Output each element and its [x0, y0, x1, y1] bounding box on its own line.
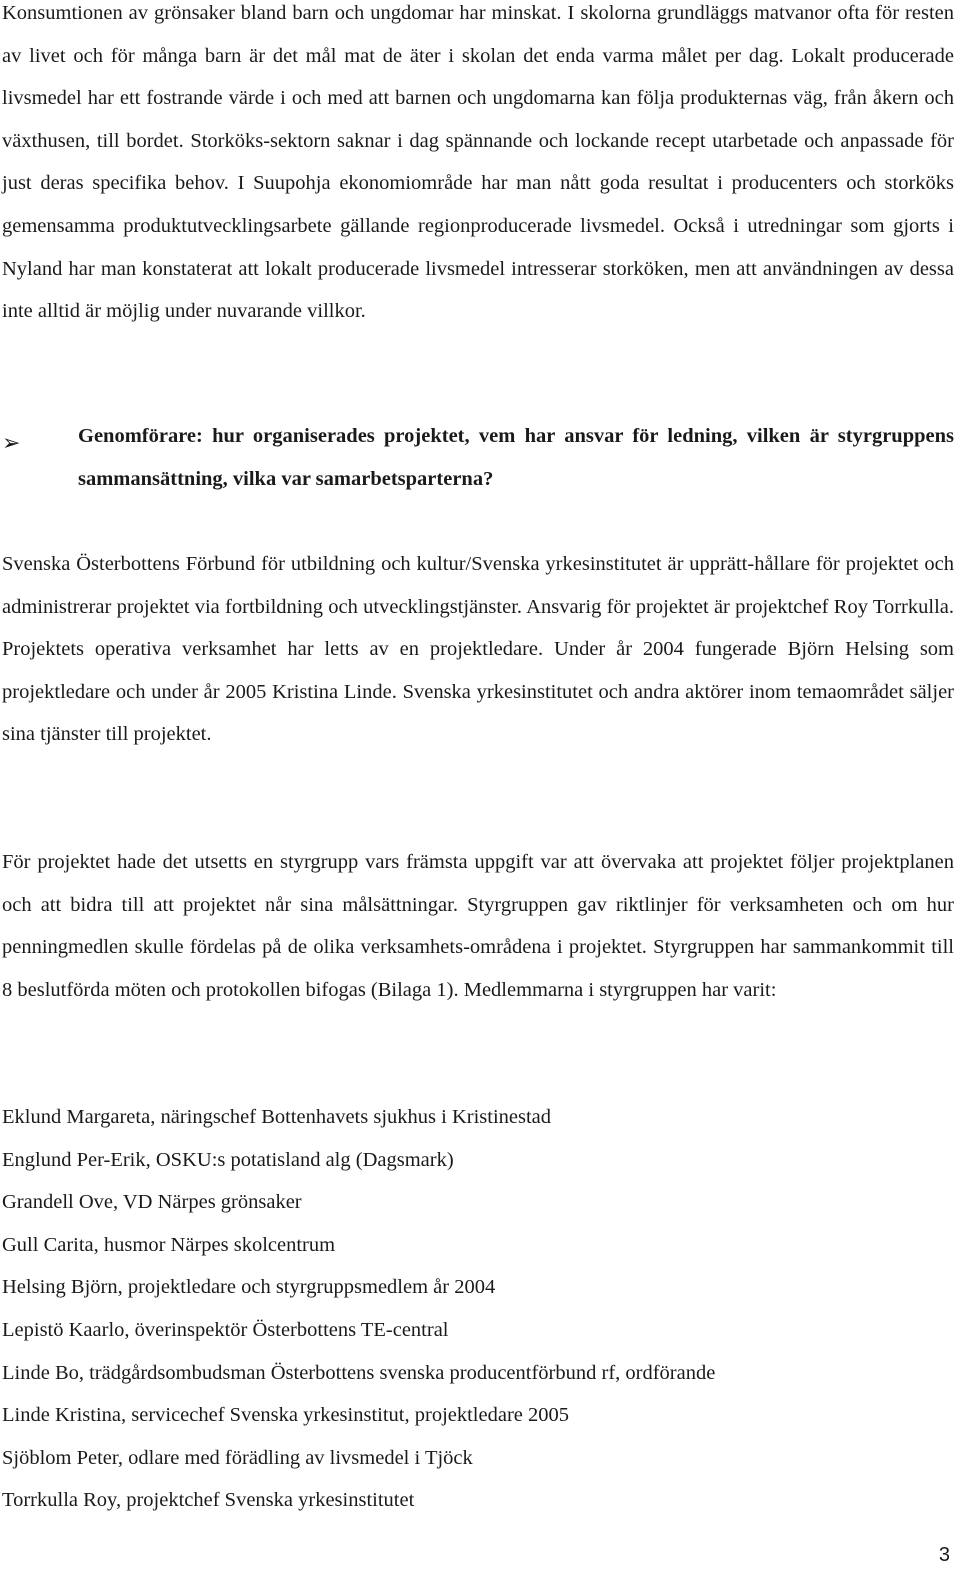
- list-item: Grandell Ove, VD Närpes grönsaker: [2, 1191, 302, 1214]
- steering-group-paragraph: För projektet hade det utsetts en styrgrupp vars främsta uppgift var att övervaka att projektet följer projektplanen och att bidra till att projektet når sina målsättningar. Styrgruppen gav riktlinjer för verksamheten och om hur penningmedlen skulle fördelas på de olika verksamhets-områdena i projektet. Styrgruppen har sammankommit till 8 beslutförda möten och protokollen bifogas (Bilaga 1). Medlemmarna i styrgruppen har varit:: [2, 851, 954, 1001]
- list-item: Linde Bo, trädgårdsombudsman Österbottens svenska producentförbund rf, ordförande: [2, 1361, 716, 1384]
- list-item: Gull Carita, husmor Närpes skolcentrum: [2, 1233, 336, 1256]
- arrow-bullet-icon: ➢: [2, 431, 21, 456]
- section-heading: [2, 415, 954, 501]
- organizer-paragraph: Svenska Österbottens Förbund för utbildning och kultur/Svenska yrkesinstitutet är upprätt-hållare för projektet och administrerar projektet via fortbildning och utvecklingstjänster. Ansvarig för projektet är projektchef Roy Torrkulla. Projektets operativa verksamhet har letts av en projektledare. Under år 2004 fungerade Björn Helsing som projektledare och under år 2005 Kristina Linde. Svenska yrkesinstitutet och andra aktörer inom temaområdet säljer sina tjänster till projektet.: [2, 553, 954, 746]
- section-heading-text: Genomförare: hur organiserades projektet, vem har ansvar för ledning, vilken är styrgruppens sammansättning, vilka var samarbetsparterna?: [78, 425, 954, 490]
- list-item: Eklund Margareta, näringschef Bottenhavets sjukhus i Kristinestad: [2, 1106, 552, 1128]
- list-item: Englund Per-Erik, OSKU:s potatisland alg (Dagsmark): [2, 1148, 454, 1171]
- list-item: Lepistö Kaarlo, överinspektör Österbottens TE-central: [2, 1318, 449, 1341]
- steering-group-members-list: [2, 1096, 715, 1522]
- intro-paragraph: Konsumtionen av grönsaker bland barn och ungdomar har minskat. I skolorna grundläggs matvanor ofta för resten av livet och för många barn är det mål mat de äter i skolan det enda varma målet per dag. Lokalt producerade livsmedel har ett fostrande värde i och med att barnen och ungdomarna kan följa produkternas väg, från åkern och växthusen, till bordet. Storköks-sektorn saknar i dag spännande och lockande recept utarbetade och anpassade för just deras specifika behov. I Suupohja ekonomiområde har man nått goda resultat i producenters och storköks gemensamma produktutvecklingsarbete gällande regionproducerade livsmedel. Också i utredningar som gjorts i Nyland har man konstaterat att lokalt producerade livsmedel intresserar storköken, men att användningen av dessa inte alltid är möjlig under nuvarande villkor.: [2, 2, 954, 323]
- list-item: Helsing Björn, projektledare och styrgruppsmedlem år 2004: [2, 1276, 496, 1299]
- list-item: Torrkulla Roy, projektchef Svenska yrkesinstitutet: [2, 1489, 415, 1512]
- page-number: 3: [938, 1544, 950, 1566]
- list-item: Sjöblom Peter, odlare med förädling av livsmedel i Tjöck: [2, 1446, 473, 1469]
- list-item: Linde Kristina, servicechef Svenska yrkesinstitut, projektledare 2005: [2, 1404, 570, 1427]
